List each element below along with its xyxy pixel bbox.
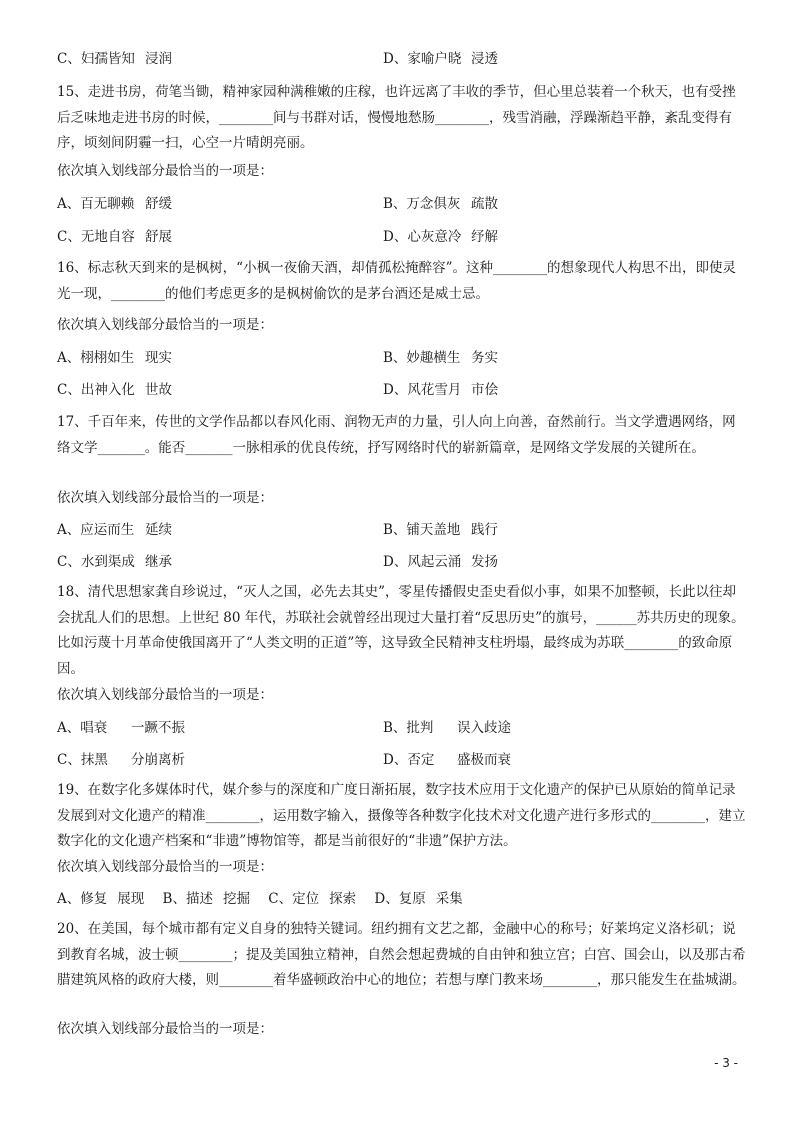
option-a: A、百无聊赖 舒缓 [57, 192, 134, 212]
option-word-2: 延续 [145, 522, 172, 538]
option-word-1: 铺天盖地 [406, 522, 461, 538]
option-letter: D [383, 752, 394, 768]
question-15-prompt: 依次填入划线部分最恰当的一项是： [57, 163, 273, 179]
option-word-2: 一蹶不振 [131, 720, 185, 736]
option-word-1: 复原 [398, 891, 426, 907]
option-letter: D [383, 51, 394, 67]
option-d: D、风起云涌 发扬 [383, 550, 461, 570]
option-word-2: 采集 [435, 891, 463, 907]
option-word-1: 风花雪月 [407, 382, 462, 398]
question-17-text: 17、千百年来，传世的文学作品都以春风化雨、润物无声的力量，引人向上向善，奋然前行。当文学遭遇网络，网络文学_______。能否_______一脉相承的优良传统，抒写网络时代的崭新篇章，是网络文学发展的关键所在。 [57, 414, 736, 456]
page-number: - 3 - [714, 1056, 738, 1070]
option-letter: C [57, 51, 68, 67]
option-b: B、描述 挖掘 [162, 891, 250, 907]
question-15-text: 15、走进书房，荷笔当锄，精神家园种满稚嫩的庄稼，也许远离了丰收的季节，但心里总装着一个秋天，也有受挫后乏味地走进书房的时候，________间与书群对话，慢慢地愁肠________，残雪消融，浮躁渐趋平静，紊乱变得有序，顷刻间阴霾一扫，心空一片晴朗亮丽。 [57, 84, 736, 151]
option-word-1: 修复 [80, 891, 108, 907]
option-word-1: 定位 [292, 891, 320, 907]
option-letter: D [383, 382, 394, 398]
option-letter: B [162, 891, 173, 907]
option-word-1: 妙趣横生 [406, 350, 461, 366]
question-19-text: 19、在数字化多媒体时代，媒介参与的深度和广度日渐拓展，数字技术应用于文化遗产的保护已从原始的简单记录发展到对文化遗产的精准________，运用数字输入，摄像等各种数字化技术对文化遗产进行多形式的________，建立数字化的文化遗产档案和“非遗”博物馆等，都是当前很好的“非遗”保护方法。 [57, 782, 746, 849]
option-word-2: 纾解 [471, 229, 498, 245]
option-word-1: 家喻户晓 [407, 51, 462, 67]
option-letter: D [374, 891, 386, 907]
option-a: A、修复 展现 [57, 891, 145, 907]
option-word-2: 探索 [329, 891, 357, 907]
option-word-1: 出神入化 [80, 382, 135, 398]
option-word-2: 世故 [145, 382, 172, 398]
option-c: C、出神入化 世故 [57, 378, 135, 398]
option-c: C、妇孺皆知 浸润 [57, 47, 135, 67]
option-b: B、妙趣横生 务实 [383, 346, 460, 366]
option-b: B、批判 误入歧途 [383, 716, 433, 736]
option-letter: A [57, 720, 67, 736]
option-word-1: 栩栩如生 [80, 350, 135, 366]
option-d: D、风花雪月 市侩 [383, 378, 461, 398]
option-word-1: 无地自容 [80, 229, 135, 245]
option-c: C、定位 探索 [268, 891, 357, 907]
option-d: D、复原 采集 [374, 891, 463, 907]
option-word-2: 舒缓 [145, 196, 172, 212]
option-letter: C [57, 752, 68, 768]
option-word-1: 描述 [185, 891, 213, 907]
option-word-1: 万念俱灰 [406, 196, 461, 212]
option-letter: C [57, 382, 68, 398]
option-letter: A [57, 522, 67, 538]
question-16-text: 16、标志秋天到来的是枫树，“小枫一夜偷天酒，却倩孤松掩醉容”。这种________的想象现代人构思不出，即使灵光一现，________的他们考虑更多的是枫树偷饮的是茅台酒还是威士忌。 [57, 260, 736, 302]
option-word-1: 抹黑 [80, 752, 108, 768]
option-word-2: 挖掘 [222, 891, 250, 907]
option-word-1: 水到渠成 [80, 554, 135, 570]
option-letter: A [57, 891, 67, 907]
option-letter: C [57, 554, 68, 570]
option-letter: C [268, 891, 279, 907]
option-word-2: 务实 [471, 350, 498, 366]
option-word-2: 市侩 [471, 382, 498, 398]
option-letter: B [383, 720, 393, 736]
option-word-2: 舒展 [145, 229, 172, 245]
option-word-2: 盛极而衰 [457, 752, 511, 768]
option-a: A、应运而生 延续 [57, 518, 134, 538]
option-c: C、抹黑 分崩离析 [57, 748, 108, 768]
option-word-1: 否定 [407, 752, 435, 768]
option-word-1: 风起云涌 [407, 554, 462, 570]
option-word-2: 浸润 [145, 51, 172, 67]
option-word-1: 唱衰 [80, 720, 108, 736]
option-word-1: 应运而生 [80, 522, 135, 538]
option-a: A、唱衰 一蹶不振 [57, 716, 107, 736]
option-word-2: 分崩离析 [131, 752, 185, 768]
option-b: B、铺天盖地 践行 [383, 518, 460, 538]
option-letter: A [57, 350, 67, 366]
option-word-2: 践行 [471, 522, 498, 538]
option-letter: B [383, 522, 393, 538]
option-word-2: 现实 [145, 350, 172, 366]
option-c: C、无地自容 舒展 [57, 225, 135, 245]
option-d: D、家喻户晓 浸透 [383, 47, 461, 67]
option-a: A、栩栩如生 现实 [57, 346, 134, 366]
option-word-1: 心灰意冷 [407, 229, 462, 245]
option-word-2: 展现 [117, 891, 145, 907]
option-d: D、心灰意冷 纾解 [383, 225, 461, 245]
option-word-2: 疏散 [471, 196, 498, 212]
option-word-1: 妇孺皆知 [80, 51, 135, 67]
option-d: D、否定 盛极而衰 [383, 748, 434, 768]
question-17-prompt: 依次填入划线部分最恰当的一项是： [57, 490, 273, 506]
option-word-2: 浸透 [471, 51, 498, 67]
option-letter: B [383, 196, 393, 212]
question-20-text: 20、在美国，每个城市都有定义自身的独特关键词。纽约拥有文艺之都，金融中心的称号；好莱坞定义洛杉矶；说到教育名城，波士顿________；提及美国独立精神，自然会想起费城的自由钟和独立宫；白宫、国会山，以及那古希腊建筑风格的政府大楼，则________着华盛顿政治中心的地位；若想与摩门教来场________，那只能发生在盐城湖。 [57, 921, 746, 988]
option-letter: D [383, 554, 394, 570]
option-b: B、万念俱灰 疏散 [383, 192, 460, 212]
question-20-prompt: 依次填入划线部分最恰当的一项是： [57, 1021, 273, 1037]
option-letter: C [57, 229, 68, 245]
option-c: C、水到渠成 继承 [57, 550, 135, 570]
option-letter: B [383, 350, 393, 366]
option-word-1: 批判 [406, 720, 434, 736]
question-19-options [57, 887, 477, 907]
option-word-2: 误入歧途 [457, 720, 511, 736]
question-18-prompt: 依次填入划线部分最恰当的一项是： [57, 687, 273, 703]
option-word-2: 发扬 [471, 554, 498, 570]
question-16-prompt: 依次填入划线部分最恰当的一项是： [57, 317, 273, 333]
option-letter: D [383, 229, 394, 245]
question-19-prompt: 依次填入划线部分最恰当的一项是： [57, 859, 273, 875]
option-word-2: 继承 [145, 554, 172, 570]
question-18-text: 18、清代思想家龚自珍说过，“灭人之国，必先去其史”，零星传播假史歪史看似小事，如果不加整顿，长此以往却会扰乱人们的思想。上世纪 80 年代，苏联社会就曾经出现过大量打着“反思历史”的旗号，______苏共历史的现象。比如污蔑十月革命使俄国离开了“人类文明的正道”等，这导致全民精神支柱坍塌，最终成为苏联________的致命原因。 [57, 584, 745, 677]
option-letter: A [57, 196, 67, 212]
option-word-1: 百无聊赖 [80, 196, 135, 212]
